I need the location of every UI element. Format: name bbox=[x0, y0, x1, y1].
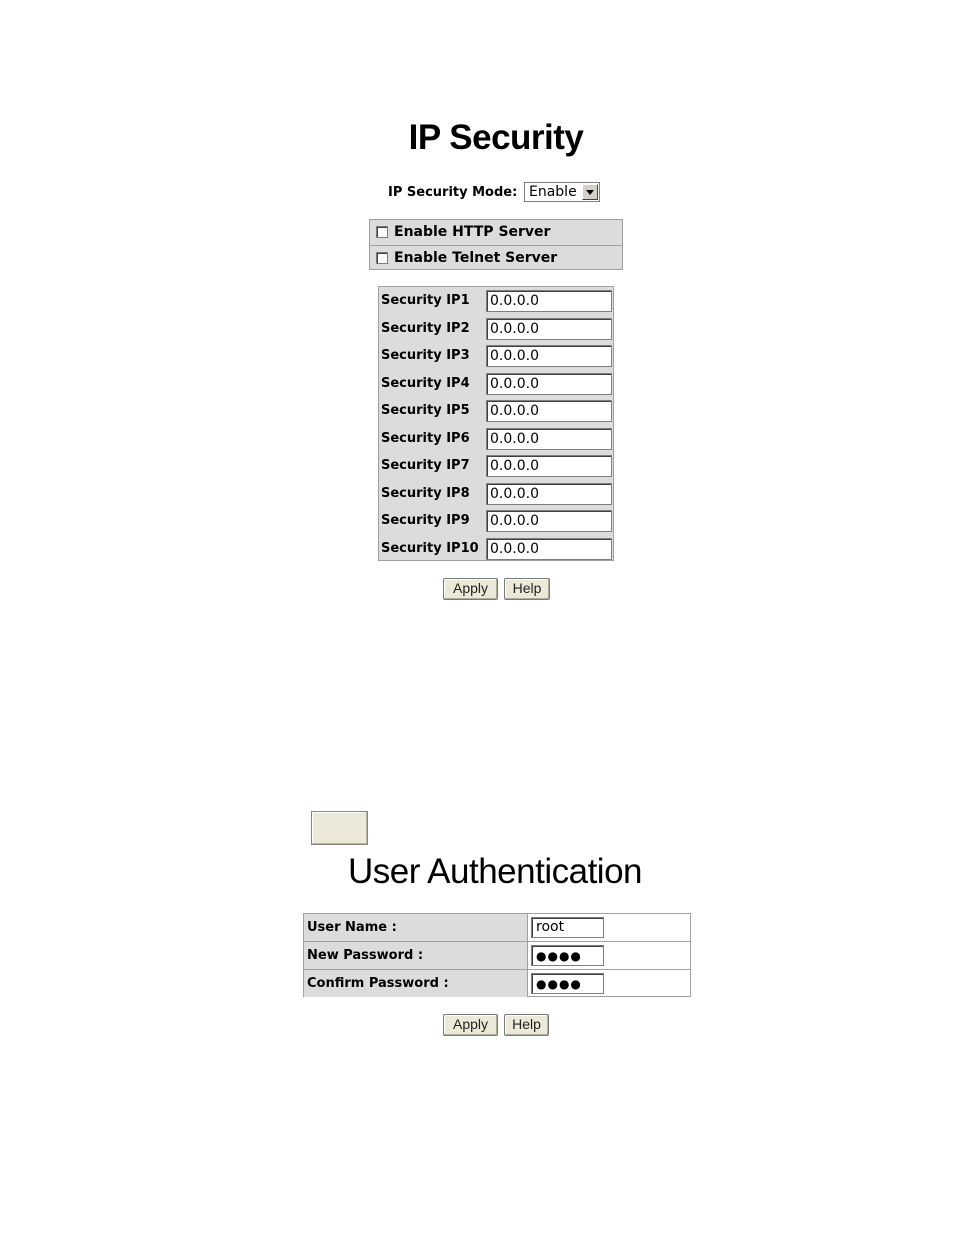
user-auth-title: User Authentication bbox=[347, 852, 642, 891]
user-auth-apply-button[interactable]: Apply bbox=[443, 1014, 498, 1036]
security-ip10-input[interactable]: 0.0.0.0 bbox=[486, 538, 612, 560]
http-server-checkbox[interactable] bbox=[376, 226, 388, 238]
http-server-label: Enable HTTP Server bbox=[394, 224, 551, 240]
security-ip-label: Security IP5 bbox=[381, 403, 470, 418]
security-ip1-input[interactable]: 0.0.0.0 bbox=[486, 290, 612, 312]
security-ip-row bbox=[379, 342, 613, 369]
security-ip6-input[interactable]: 0.0.0.0 bbox=[486, 428, 612, 450]
security-ip7-input[interactable]: 0.0.0.0 bbox=[486, 455, 612, 477]
security-ip-row bbox=[379, 397, 613, 424]
security-ip-label: Security IP1 bbox=[381, 293, 470, 308]
username-label: User Name : bbox=[304, 914, 528, 941]
security-ip-label: Security IP6 bbox=[381, 430, 470, 446]
confirm-password-label: Confirm Password : bbox=[304, 970, 528, 997]
ip-security-help-button[interactable]: Help bbox=[504, 578, 550, 600]
security-ip-row bbox=[379, 370, 613, 397]
new-password-row bbox=[304, 941, 690, 969]
telnet-server-option[interactable] bbox=[370, 245, 622, 271]
new-password-label: New Password : bbox=[304, 942, 528, 969]
http-server-option[interactable] bbox=[370, 220, 622, 245]
security-ip-label: Security IP4 bbox=[381, 375, 470, 391]
security-ip4-input[interactable]: 0.0.0.0 bbox=[486, 373, 612, 395]
ip-security-apply-button[interactable]: Apply bbox=[443, 578, 498, 600]
security-ip-table bbox=[378, 286, 614, 561]
security-ip-label: Security IP10 bbox=[381, 540, 479, 556]
security-ip-row bbox=[379, 287, 613, 314]
blank-button[interactable] bbox=[311, 811, 368, 845]
security-ip-row bbox=[379, 315, 613, 342]
new-password-input[interactable]: ●●●● bbox=[531, 945, 604, 966]
security-ip-label: Security IP9 bbox=[381, 513, 470, 528]
security-ip-row bbox=[379, 535, 613, 562]
ip-security-mode-label: IP Security Mode: bbox=[388, 185, 518, 200]
ip-security-title: IP Security bbox=[408, 118, 584, 157]
security-ip9-input[interactable]: 0.0.0.0 bbox=[486, 510, 612, 532]
security-ip-label: Security IP7 bbox=[381, 458, 470, 473]
username-input[interactable]: root bbox=[531, 917, 604, 938]
security-ip2-input[interactable]: 0.0.0.0 bbox=[486, 318, 612, 340]
telnet-server-label: Enable Telnet Server bbox=[394, 250, 558, 266]
user-auth-table bbox=[303, 913, 691, 997]
ip-security-mode-value: Enable bbox=[529, 184, 577, 200]
security-ip3-input[interactable]: 0.0.0.0 bbox=[486, 345, 612, 367]
security-ip-row bbox=[379, 480, 613, 507]
security-ip-label: Security IP2 bbox=[381, 320, 470, 336]
dropdown-arrow-icon[interactable] bbox=[582, 184, 598, 200]
confirm-password-row bbox=[304, 969, 690, 997]
security-ip8-input[interactable]: 0.0.0.0 bbox=[486, 483, 612, 505]
security-ip-label: Security IP8 bbox=[381, 485, 470, 501]
telnet-server-checkbox[interactable] bbox=[376, 252, 388, 264]
security-ip-row bbox=[379, 425, 613, 452]
user-auth-help-button[interactable]: Help bbox=[504, 1014, 549, 1036]
confirm-password-input[interactable]: ●●●● bbox=[531, 973, 604, 994]
security-ip-row bbox=[379, 507, 613, 534]
username-row bbox=[304, 914, 690, 941]
server-options bbox=[369, 219, 623, 270]
security-ip-label: Security IP3 bbox=[381, 348, 470, 363]
security-ip-row bbox=[379, 452, 613, 479]
security-ip5-input[interactable]: 0.0.0.0 bbox=[486, 400, 612, 422]
ip-security-mode-select[interactable] bbox=[524, 182, 600, 202]
